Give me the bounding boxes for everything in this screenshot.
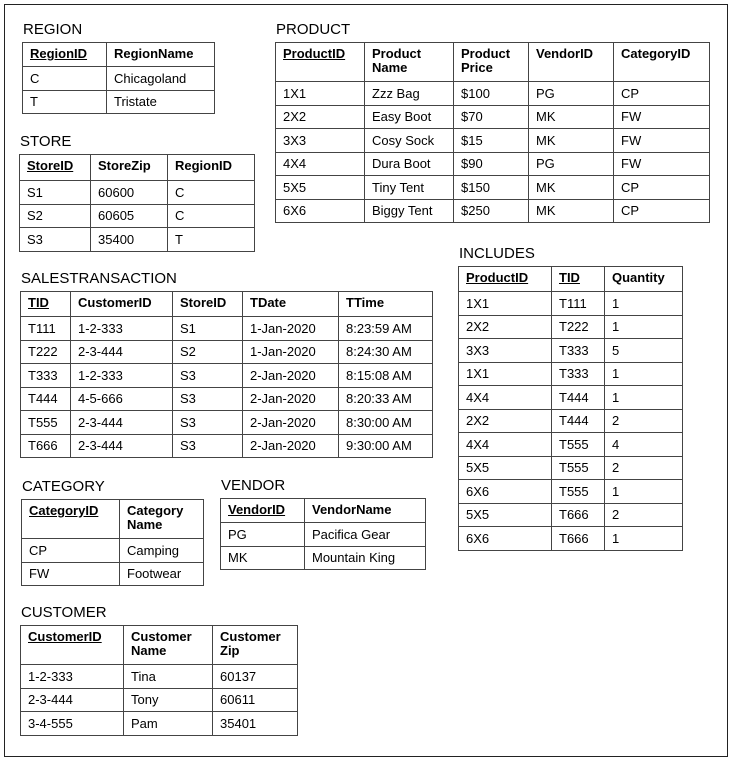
- table-cell: Pam: [124, 712, 213, 736]
- table-cell: Chicagoland: [107, 67, 215, 91]
- table-cell: Mountain King: [305, 546, 426, 570]
- table-cell: S3: [20, 228, 91, 252]
- table-row: [459, 456, 683, 480]
- table-cell: S1: [20, 181, 91, 205]
- table-cell: CP: [614, 82, 710, 106]
- table-row: [459, 362, 683, 386]
- table-cell: T666: [552, 503, 605, 527]
- table-row: [221, 546, 426, 570]
- table-cell: 60611: [213, 688, 298, 712]
- table-row: [21, 317, 433, 341]
- header-row: [23, 43, 215, 67]
- region-table-block: [22, 21, 215, 114]
- column-header: StoreZip: [91, 155, 168, 181]
- table-cell: Biggy Tent: [365, 199, 454, 223]
- table-row: [23, 90, 215, 114]
- table-cell: 2-Jan-2020: [243, 387, 339, 411]
- table-cell: 1: [605, 527, 683, 551]
- column-header: StoreID: [20, 155, 91, 181]
- salestransaction-table-block: [20, 270, 433, 458]
- column-header: ProductID: [276, 43, 365, 82]
- table-cell: 4X4: [276, 152, 365, 176]
- table-row: [23, 67, 215, 91]
- column-header: VendorName: [305, 499, 426, 523]
- table-cell: 6X6: [276, 199, 365, 223]
- table-cell: FW: [22, 562, 120, 586]
- table-cell: Footwear: [120, 562, 204, 586]
- salestransaction-table: [20, 291, 433, 458]
- table-cell: 2-3-444: [71, 340, 173, 364]
- table-row: [21, 434, 433, 458]
- table-cell: FW: [614, 129, 710, 153]
- column-header: CategoryID: [22, 500, 120, 539]
- table-cell: CP: [614, 199, 710, 223]
- table-cell: Dura Boot: [365, 152, 454, 176]
- category-table-block: [21, 478, 204, 586]
- table-row: [459, 503, 683, 527]
- table-cell: 1-Jan-2020: [243, 317, 339, 341]
- table-cell: 60600: [91, 181, 168, 205]
- column-header: VendorID: [221, 499, 305, 523]
- table-row: [276, 199, 710, 223]
- table-cell: T555: [21, 411, 71, 435]
- header-row: [21, 626, 298, 665]
- table-row: [276, 82, 710, 106]
- table-cell: FW: [614, 105, 710, 129]
- table-cell: Tony: [124, 688, 213, 712]
- table-row: [276, 152, 710, 176]
- table-cell: 5X5: [459, 503, 552, 527]
- table-cell: FW: [614, 152, 710, 176]
- category-table: [21, 499, 204, 586]
- table-cell: 60137: [213, 665, 298, 689]
- table-cell: 8:30:00 AM: [339, 411, 433, 435]
- table-cell: 2-Jan-2020: [243, 364, 339, 388]
- product-table: [275, 42, 710, 223]
- column-header: CategoryID: [614, 43, 710, 82]
- table-cell: T333: [552, 339, 605, 363]
- table-cell: T666: [552, 527, 605, 551]
- column-header: RegionName: [107, 43, 215, 67]
- table-row: [21, 665, 298, 689]
- table-cell: 9:30:00 AM: [339, 434, 433, 458]
- region-table: [22, 42, 215, 114]
- table-title: CATEGORY: [22, 478, 105, 495]
- table-cell: Tiny Tent: [365, 176, 454, 200]
- table-cell: 1X1: [459, 292, 552, 316]
- table-cell: 1: [605, 362, 683, 386]
- table-cell: $150: [454, 176, 529, 200]
- table-cell: 2X2: [459, 315, 552, 339]
- table-title: VENDOR: [221, 477, 286, 494]
- table-cell: 1X1: [459, 362, 552, 386]
- table-title: REGION: [23, 21, 83, 38]
- table-cell: 6X6: [459, 480, 552, 504]
- table-row: [276, 105, 710, 129]
- table-cell: T333: [552, 362, 605, 386]
- table-cell: 2-3-444: [71, 411, 173, 435]
- table-cell: 8:15:08 AM: [339, 364, 433, 388]
- table-cell: C: [168, 181, 255, 205]
- table-cell: T333: [21, 364, 71, 388]
- table-cell: T222: [552, 315, 605, 339]
- table-cell: Easy Boot: [365, 105, 454, 129]
- table-cell: S2: [20, 204, 91, 228]
- store-table-block: [19, 133, 255, 252]
- column-header: VendorID: [529, 43, 614, 82]
- table-cell: 2: [605, 503, 683, 527]
- table-cell: MK: [529, 199, 614, 223]
- table-row: [459, 433, 683, 457]
- table-cell: 4X4: [459, 386, 552, 410]
- table-cell: MK: [529, 129, 614, 153]
- column-header: Product Price: [454, 43, 529, 82]
- vendor-table: [220, 498, 426, 570]
- table-cell: 5X5: [459, 456, 552, 480]
- table-title: CUSTOMER: [21, 604, 107, 621]
- table-row: [22, 562, 204, 586]
- table-cell: S1: [173, 317, 243, 341]
- table-cell: 2-3-444: [21, 688, 124, 712]
- store-table: [19, 154, 255, 252]
- table-cell: T555: [552, 433, 605, 457]
- table-cell: T444: [21, 387, 71, 411]
- table-cell: 2-Jan-2020: [243, 434, 339, 458]
- table-cell: 4-5-666: [71, 387, 173, 411]
- table-cell: 5X5: [276, 176, 365, 200]
- header-row: [221, 499, 426, 523]
- table-cell: MK: [529, 176, 614, 200]
- table-cell: T222: [21, 340, 71, 364]
- column-header: TID: [21, 292, 71, 317]
- table-cell: 4: [605, 433, 683, 457]
- table-cell: C: [168, 204, 255, 228]
- table-cell: Pacifica Gear: [305, 523, 426, 547]
- customer-table: [20, 625, 298, 736]
- table-row: [276, 176, 710, 200]
- table-row: [221, 523, 426, 547]
- table-row: [459, 386, 683, 410]
- table-cell: $90: [454, 152, 529, 176]
- header-row: [21, 292, 433, 317]
- table-cell: $70: [454, 105, 529, 129]
- table-cell: 1X1: [276, 82, 365, 106]
- table-row: [20, 181, 255, 205]
- table-cell: Cosy Sock: [365, 129, 454, 153]
- table-cell: 6X6: [459, 527, 552, 551]
- column-header: CustomerID: [71, 292, 173, 317]
- table-cell: $100: [454, 82, 529, 106]
- table-cell: 2: [605, 456, 683, 480]
- table-cell: 2-Jan-2020: [243, 411, 339, 435]
- table-cell: 2: [605, 409, 683, 433]
- column-header: Quantity: [605, 267, 683, 292]
- table-cell: T: [23, 90, 107, 114]
- table-cell: CP: [22, 539, 120, 563]
- table-cell: C: [23, 67, 107, 91]
- table-row: [21, 340, 433, 364]
- column-header: ProductID: [459, 267, 552, 292]
- table-cell: 8:23:59 AM: [339, 317, 433, 341]
- table-row: [459, 409, 683, 433]
- table-cell: 4X4: [459, 433, 552, 457]
- table-row: [459, 292, 683, 316]
- table-cell: 2-3-444: [71, 434, 173, 458]
- table-cell: 1-2-333: [71, 364, 173, 388]
- table-cell: MK: [529, 105, 614, 129]
- table-cell: 1-Jan-2020: [243, 340, 339, 364]
- table-cell: S3: [173, 434, 243, 458]
- column-header: StoreID: [173, 292, 243, 317]
- table-row: [459, 315, 683, 339]
- table-cell: PG: [529, 152, 614, 176]
- table-cell: 1-2-333: [21, 665, 124, 689]
- table-title: PRODUCT: [276, 21, 351, 38]
- table-cell: Zzz Bag: [365, 82, 454, 106]
- table-cell: T444: [552, 386, 605, 410]
- table-cell: $15: [454, 129, 529, 153]
- table-row: [21, 688, 298, 712]
- table-cell: 1-2-333: [71, 317, 173, 341]
- table-cell: 8:24:30 AM: [339, 340, 433, 364]
- table-cell: S3: [173, 411, 243, 435]
- table-row: [20, 204, 255, 228]
- header-row: [459, 267, 683, 292]
- table-row: [22, 539, 204, 563]
- table-cell: Camping: [120, 539, 204, 563]
- table-row: [21, 411, 433, 435]
- table-cell: $250: [454, 199, 529, 223]
- table-cell: T: [168, 228, 255, 252]
- table-row: [459, 527, 683, 551]
- header-row: [22, 500, 204, 539]
- table-title: SALESTRANSACTION: [21, 270, 177, 287]
- product-table-block: [275, 21, 710, 223]
- table-row: [21, 364, 433, 388]
- table-row: [20, 228, 255, 252]
- table-cell: T111: [21, 317, 71, 341]
- column-header: Customer Name: [124, 626, 213, 665]
- table-cell: Tina: [124, 665, 213, 689]
- table-cell: 1: [605, 292, 683, 316]
- header-row: [20, 155, 255, 181]
- table-row: [276, 129, 710, 153]
- table-cell: T555: [552, 456, 605, 480]
- table-cell: 5: [605, 339, 683, 363]
- table-cell: PG: [221, 523, 305, 547]
- column-header: Customer Zip: [213, 626, 298, 665]
- includes-table-block: [458, 245, 683, 551]
- table-cell: S2: [173, 340, 243, 364]
- table-cell: T555: [552, 480, 605, 504]
- table-cell: 8:20:33 AM: [339, 387, 433, 411]
- table-cell: 1: [605, 386, 683, 410]
- table-cell: 3-4-555: [21, 712, 124, 736]
- column-header: RegionID: [168, 155, 255, 181]
- customer-table-block: [20, 604, 298, 736]
- column-header: CustomerID: [21, 626, 124, 665]
- table-cell: Tristate: [107, 90, 215, 114]
- table-title: INCLUDES: [459, 245, 535, 262]
- table-cell: 2X2: [459, 409, 552, 433]
- column-header: TID: [552, 267, 605, 292]
- table-cell: 60605: [91, 204, 168, 228]
- table-cell: 1: [605, 480, 683, 504]
- table-cell: S3: [173, 364, 243, 388]
- vendor-table-block: [220, 477, 426, 570]
- table-cell: T444: [552, 409, 605, 433]
- includes-table: [458, 266, 683, 551]
- table-cell: 3X3: [276, 129, 365, 153]
- table-cell: 2X2: [276, 105, 365, 129]
- table-cell: T111: [552, 292, 605, 316]
- column-header: Product Name: [365, 43, 454, 82]
- header-row: [276, 43, 710, 82]
- table-cell: PG: [529, 82, 614, 106]
- table-title: STORE: [20, 133, 72, 150]
- column-header: TTime: [339, 292, 433, 317]
- table-cell: 35400: [91, 228, 168, 252]
- table-cell: MK: [221, 546, 305, 570]
- table-cell: T666: [21, 434, 71, 458]
- column-header: Category Name: [120, 500, 204, 539]
- table-cell: 1: [605, 315, 683, 339]
- table-cell: 35401: [213, 712, 298, 736]
- table-cell: CP: [614, 176, 710, 200]
- table-cell: 3X3: [459, 339, 552, 363]
- column-header: TDate: [243, 292, 339, 317]
- table-row: [459, 480, 683, 504]
- table-row: [21, 712, 298, 736]
- table-row: [21, 387, 433, 411]
- table-row: [459, 339, 683, 363]
- column-header: RegionID: [23, 43, 107, 67]
- table-cell: S3: [173, 387, 243, 411]
